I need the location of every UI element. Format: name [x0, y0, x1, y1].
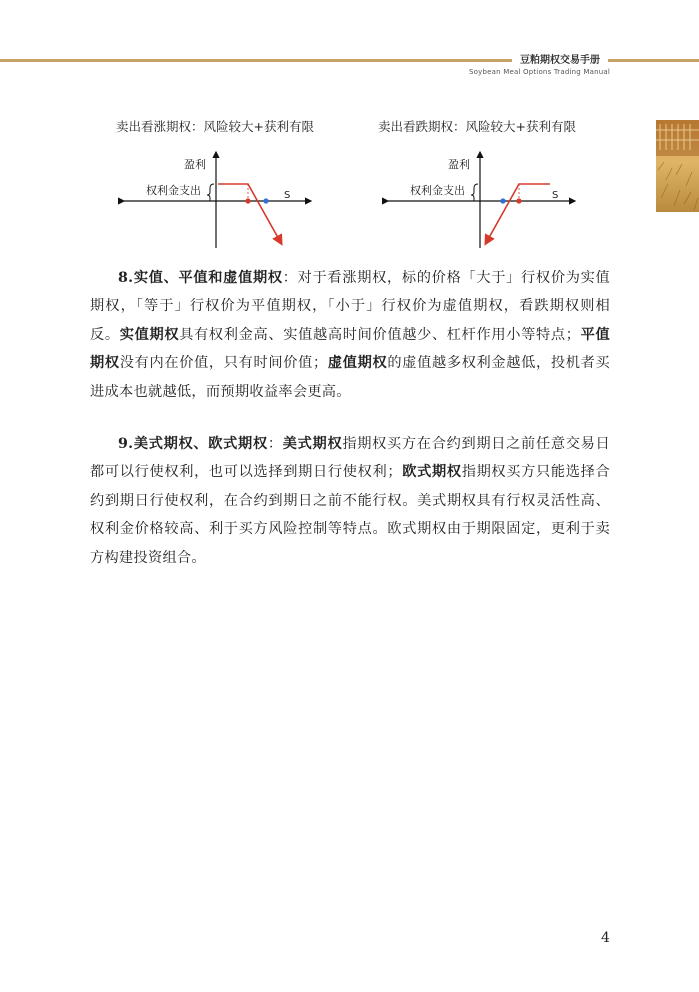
header-subtitle: Soybean Meal Options Trading Manual	[469, 68, 610, 76]
x-label: S	[284, 190, 291, 201]
premium-brace	[471, 184, 478, 201]
x-label: S	[552, 190, 559, 201]
payoff-line	[218, 184, 281, 243]
left-diagram-title: 卖出看涨期权：风险较大+获利有限	[116, 119, 314, 134]
short-put-payoff-diagram	[382, 148, 582, 250]
strike-point	[245, 198, 250, 203]
header-title: 豆粕期权交易手册	[520, 55, 600, 66]
breakeven-point	[500, 198, 505, 203]
right-diagram-title: 卖出看跌期权：风险较大+获利有限	[378, 119, 576, 134]
payoff-line	[486, 184, 550, 243]
keyword-american: 美式期权	[282, 436, 343, 452]
page-number: 4	[601, 930, 610, 946]
header-rule-right	[608, 59, 699, 62]
breakeven-point	[263, 198, 268, 203]
y-label: 盈利	[184, 158, 206, 171]
short-call-payoff-diagram	[118, 148, 318, 250]
keyword-itm: 实值期权	[119, 326, 180, 343]
section-8-paragraph: 8.实值、平值和虚值期权：对于看涨期权，标的价格「大于」行权价为实值期权，「等于」行权价为平值期权，「小于」行权价为虚值期权，看跌期权则相反。实值期权具有权利金高、实值越高时间价值越少、杠杆作用小等特点；平值期权没有内在价值，只有时间价值；虚值期权的虚值越多权利金越低，投机者买进成本也就越低，而预期收益率会更高。	[90, 270, 610, 400]
header-rule-left	[0, 59, 512, 62]
decorative-thumbnail	[656, 120, 699, 212]
premium-label: 权利金支出	[410, 184, 465, 197]
strike-point	[516, 198, 521, 203]
section-8-heading: 8.实值、平值和虚值期权	[118, 270, 283, 286]
premium-label: 权利金支出	[146, 184, 201, 197]
keyword-atm: 平值期权	[90, 326, 610, 372]
section-9-paragraph: 9.美式期权、欧式期权：美式期权指期权买方在合约到期日之前任意交易日都可以行使权利，也可以选择到期日行使权利；欧式期权指期权买方只能选择合约到期日行使权利，在合约到期日之前不能行权。美式期权具有行权灵活性高、权利金价格较高、利于买方风险控制等特点。欧式期权由于期限固定，更利于卖方构建投资组合。	[90, 436, 611, 566]
premium-brace	[207, 184, 214, 201]
wheat-field-image	[656, 120, 699, 212]
section-9-heading: 9.美式期权、欧式期权	[118, 436, 268, 452]
y-label: 盈利	[448, 158, 470, 171]
keyword-european: 欧式期权	[401, 464, 462, 481]
keyword-otm: 虚值期权	[327, 355, 388, 372]
